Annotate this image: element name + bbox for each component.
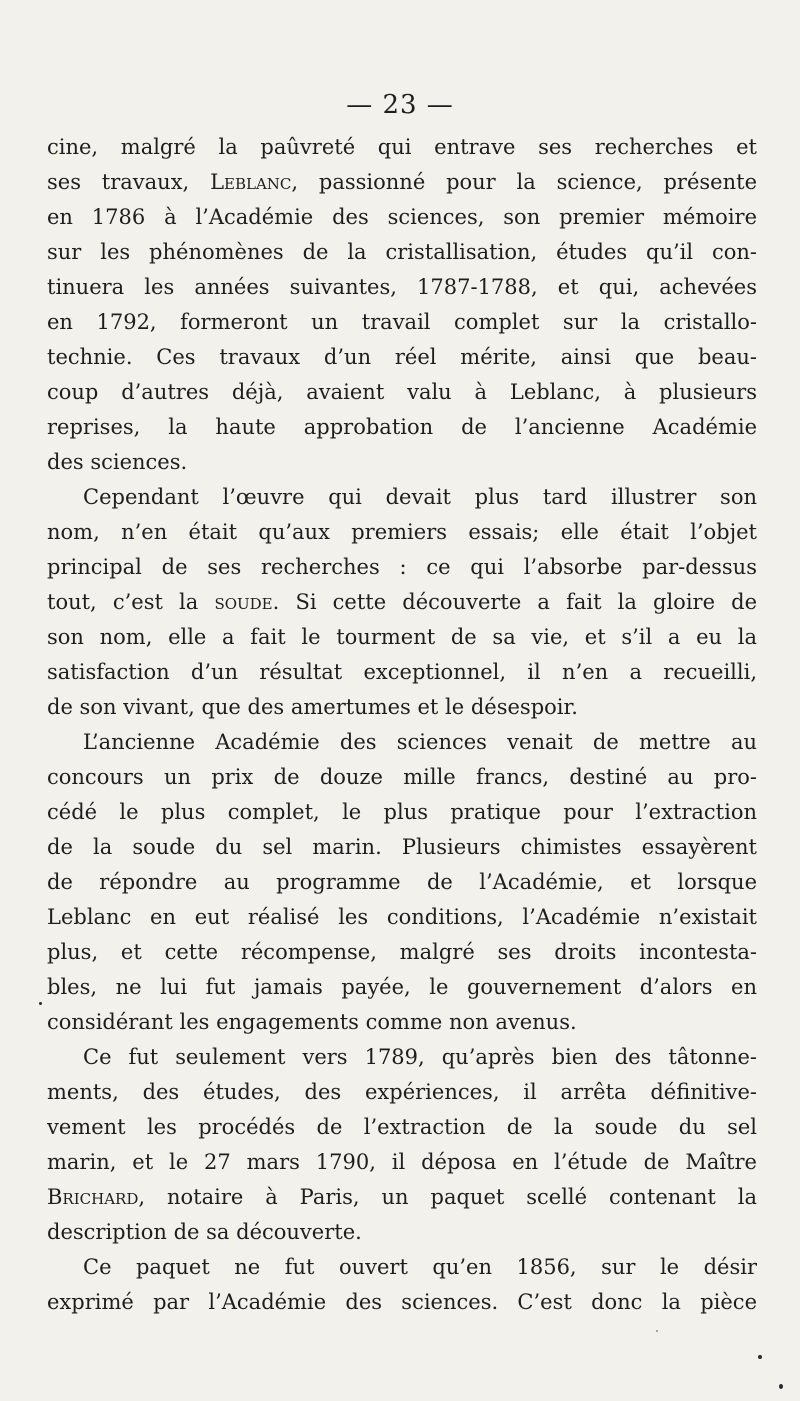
text-run: exprimé par l’Académie des sciences. C’est donc la pièce [47, 1290, 757, 1314]
text-line [47, 130, 757, 165]
text-run: Cependant l’œuvre qui devait plus tard illustrer son [83, 485, 757, 509]
text-run: technie. Ces travaux d’un réel mérite, ainsi que beau- [47, 345, 757, 369]
text-run: bles, ne lui fut jamais payée, le gouvernement d’alors en [47, 975, 757, 999]
body-text [47, 130, 757, 1320]
text-line [47, 550, 757, 585]
text-line [47, 515, 757, 550]
text-run: des sciences. [47, 450, 188, 474]
text-run: Ce fut seulement vers 1789, qu’après bien des tâtonne- [83, 1045, 757, 1069]
text-line [47, 480, 757, 515]
paper-speck [779, 1384, 783, 1389]
text-line [47, 200, 757, 235]
text-run: sur les phénomènes de la cristallisation, études qu’il con- [47, 240, 757, 264]
text-line [47, 270, 757, 305]
text-line [47, 690, 757, 725]
text-line [47, 865, 757, 900]
text-line [47, 1110, 757, 1145]
text-run: L’ancienne Académie des sciences venait de mettre au [83, 730, 757, 754]
text-line [47, 620, 757, 655]
text-run: en 1792, formeront un travail complet sur la cristallo- [47, 310, 757, 334]
text-line [47, 375, 757, 410]
text-line [47, 970, 757, 1005]
text-run: marin, et le 27 mars 1790, il déposa en l’étude de Maître [47, 1150, 757, 1174]
text-run: Leblanc en eut réalisé les conditions, l’Académie n’existait [47, 905, 757, 929]
paper-speck [656, 1330, 658, 1332]
text-run: de répondre au programme de l’Académie, et lorsque [47, 870, 757, 894]
text-line [47, 935, 757, 970]
text-run: ses travaux, [47, 170, 211, 194]
text-line [47, 1180, 757, 1215]
text-run: principal de ses recherches : ce qui l’absorbe par-dessus [47, 555, 757, 579]
text-line [47, 1005, 757, 1040]
text-line [47, 165, 757, 200]
text-run: de la soude du sel marin. Plusieurs chimistes essayèrent [47, 835, 757, 859]
text-run: description de sa découverte. [47, 1220, 362, 1244]
text-run: en 1786 à l’Académie des sciences, son premier mémoire [47, 205, 757, 229]
text-line [47, 725, 757, 760]
text-line [47, 1285, 757, 1320]
text-run: ments, des études, des expériences, il arrêta définitive- [47, 1080, 757, 1104]
text-run: de son vivant, que des amertumes et le désespoir. [47, 695, 578, 719]
text-run: nom, n’en était qu’aux premiers essais; elle était l’objet [47, 520, 757, 544]
text-run: vement les procédés de l’extraction de la soude du sel [47, 1115, 757, 1139]
text-line [47, 795, 757, 830]
text-run: reprises, la haute approbation de l’ancienne Académie [47, 415, 757, 439]
text-run: considérant les engagements comme non avenus. [47, 1010, 577, 1034]
text-run: tout, c’est la [47, 590, 215, 614]
paper-speck [758, 1355, 762, 1359]
text-run: concours un prix de douze mille francs, destiné au pro- [47, 765, 757, 789]
text-run: cine, malgré la paûvreté qui entrave ses recherches et [47, 135, 757, 159]
text-line [47, 410, 757, 445]
text-run: cédé le plus complet, le plus pratique pour l’extraction [47, 800, 757, 824]
text-run: satisfaction d’un résultat exceptionnel, il n’en a recueilli, [47, 660, 757, 684]
paper-speck [39, 1002, 42, 1005]
page-number: — 23 — [346, 90, 454, 120]
text-line [47, 305, 757, 340]
text-line [47, 340, 757, 375]
small-caps-name: Brichard [47, 1185, 139, 1209]
text-run: Ce paquet ne fut ouvert qu’en 1856, sur le désir [83, 1255, 757, 1279]
text-run: coup d’autres déjà, avaient valu à Leblanc, à plusieurs [47, 380, 757, 404]
text-line [47, 445, 757, 480]
text-line [47, 900, 757, 935]
text-run: tinuera les années suivantes, 1787-1788, et qui, achevées [47, 275, 757, 299]
small-caps-name: soude [214, 590, 273, 614]
text-line [47, 655, 757, 690]
text-run: son nom, elle a fait le tourment de sa vie, et s’il a eu la [47, 625, 757, 649]
text-line [47, 760, 757, 795]
text-line [47, 585, 757, 620]
text-line [47, 1145, 757, 1180]
small-caps-name: Leblanc [210, 170, 292, 194]
text-line [47, 1215, 757, 1250]
text-line [47, 1250, 757, 1285]
text-run: . Si cette découverte a fait la gloire de [272, 590, 757, 614]
text-run: , notaire à Paris, un paquet scellé contenant la [138, 1185, 757, 1209]
text-line [47, 235, 757, 270]
text-line [47, 1040, 757, 1075]
text-run: plus, et cette récompense, malgré ses droits incontesta- [47, 940, 757, 964]
text-line [47, 1075, 757, 1110]
text-line [47, 830, 757, 865]
text-run: , passionné pour la science, présente [291, 170, 757, 194]
